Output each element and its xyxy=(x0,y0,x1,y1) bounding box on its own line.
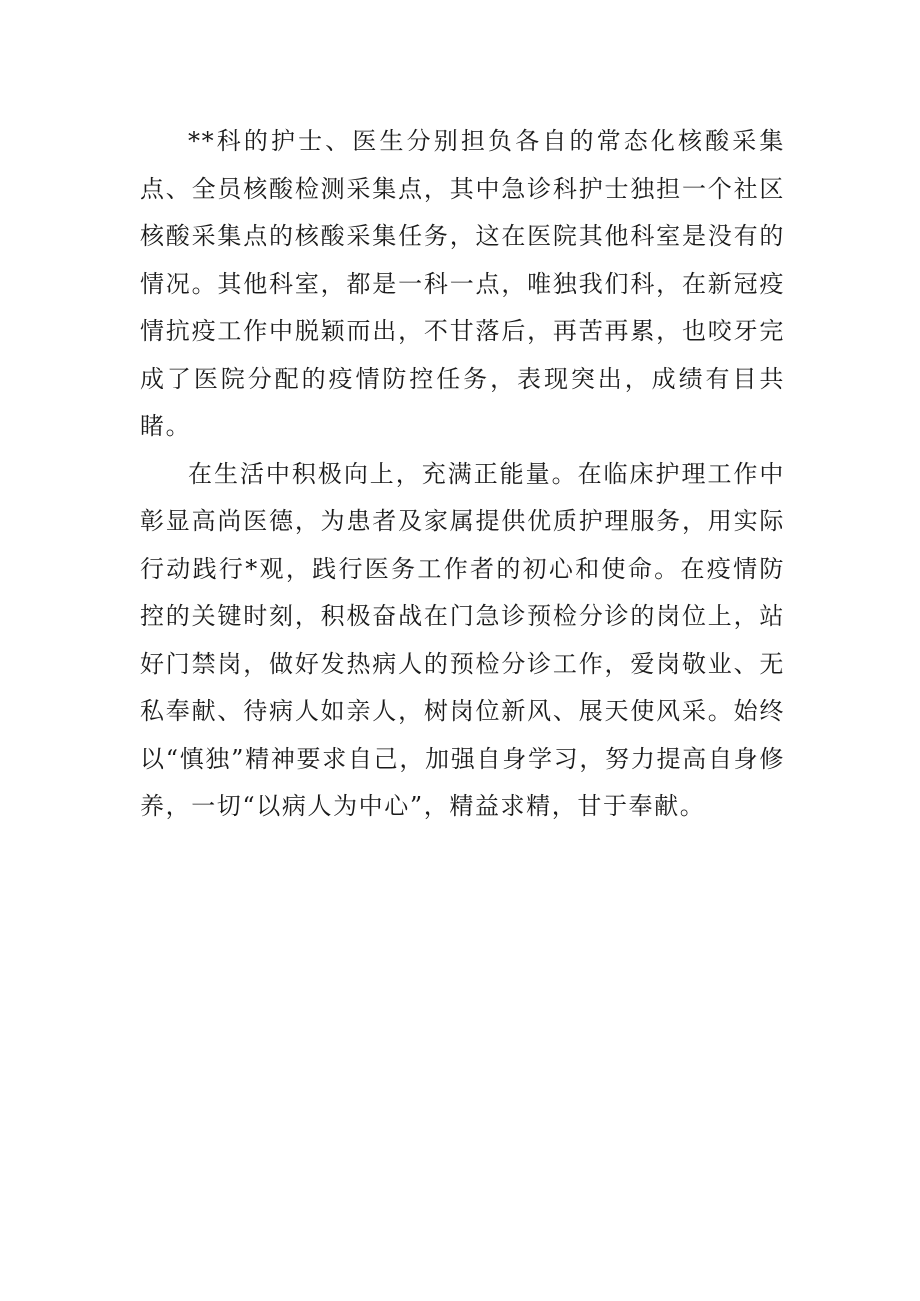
paragraph-1: **科的护士、医生分别担负各自的常态化核酸采集点、全员核酸检测采集点，其中急诊科护士独担一个社区核酸采集点的核酸采集任务，这在医院其他科室是没有的情况。其他科室，都是一科一点，唯独我们科，在新冠疫情抗疫工作中脱颖而出，不甘落后，再苦再累，也咬牙完成了医院分配的疫情防控任务，表现突出，成绩有目共睹。 xyxy=(140,127,785,440)
body-text xyxy=(140,118,785,831)
paragraph-2: 在生活中积极向上，充满正能量。在临床护理工作中彰显高尚医德，为患者及家属提供优质护理服务，用实际行动践行*观，践行医务工作者的初心和使命。在疫情防控的关键时刻，积极奋战在门急诊预检分诊的岗位上，站好门禁岗，做好发热病人的预检分诊工作，爱岗敬业、无私奉献、待病人如亲人，树岗位新风、展天使风采。始终以“慎独”精神要求自己，加强自身学习，努力提高自身修养，一切“以病人为中心”，精益求精，甘于奉献。 xyxy=(140,459,785,820)
